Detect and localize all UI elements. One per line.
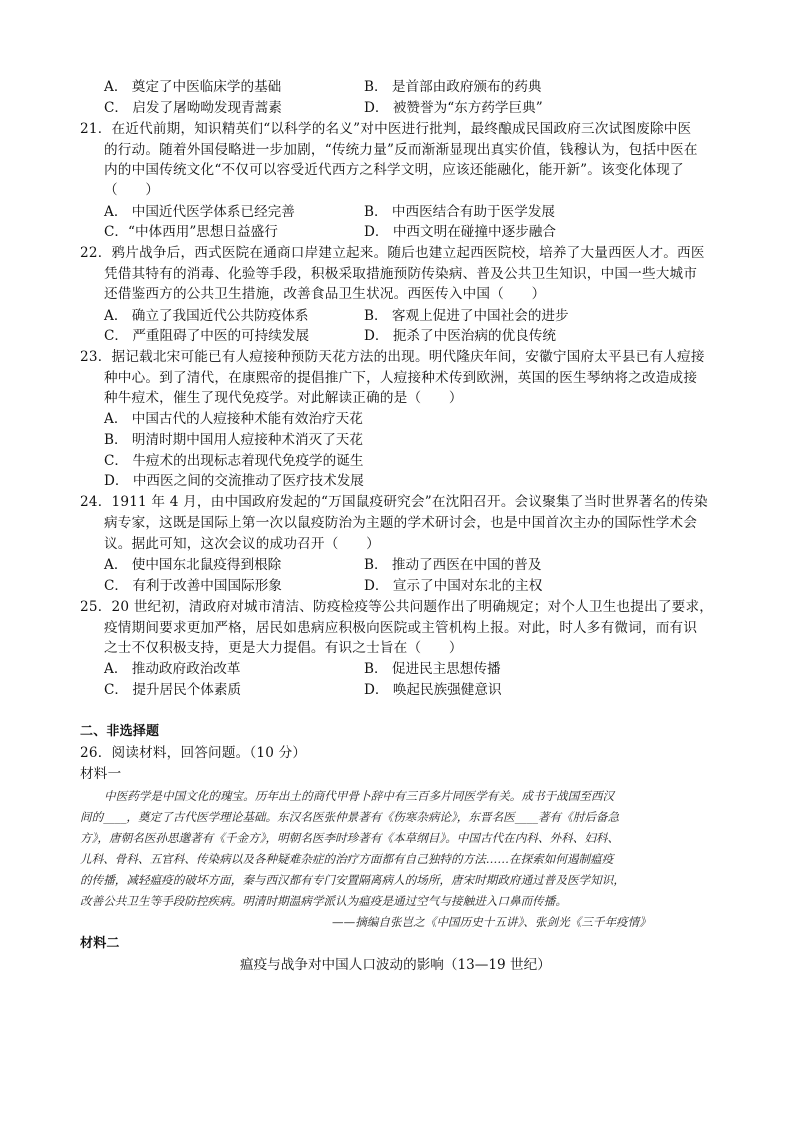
- q22-option-a[interactable]: A． 确立了我国近代公共防疫体系: [104, 308, 309, 324]
- q22-stem-line3: 还借鉴西方的公共卫生措施，改善食品卫生状况。西医传入中国（ ）: [104, 286, 546, 302]
- q22-option-c[interactable]: C． 严重阻碍了中医的可持续发展: [104, 328, 310, 344]
- material-1-line: 中医药学是中国文化的瑰宝。历年出土的商代甲骨卜辞中有三百多片同医学有关。成书于战国至西汉: [104, 789, 615, 803]
- q23-option-c[interactable]: C． 牛痘术的出现标志着现代免疫学的诞生: [104, 453, 364, 469]
- q23-option-a[interactable]: A． 中国古代的人痘接种术能有效治疗天花: [104, 411, 363, 427]
- q21-stem-line1: 21．在近代前期，知识精英们“以科学的名义”对中医进行批判，最终酿成民国政府三次试图废除中医: [80, 121, 692, 137]
- q25-option-d[interactable]: D． 唤起民族强健意识: [364, 682, 502, 698]
- q26-stem: 26．阅读材料，回答问题。（10 分）: [80, 745, 307, 761]
- q21-stem-line2: 的行动。随着外国侵略进一步加剧，“传统力量”反而渐渐显现出真实价值，钱穆认为，包括中医在: [104, 142, 698, 158]
- material-1-line: 儿科、骨科、五官科、传染病以及各种疑难杂症的治疗方面都有自己独特的方法……在探索如何遏制瘟疫: [80, 852, 614, 866]
- q23-stem-line3: 种牛痘术，催生了现代免疫学。对此解读正确的是（ ）: [104, 390, 463, 406]
- q25-stem-line3: 之士不仅积极支持，更是大力提倡。有识之士旨在（ ）: [104, 640, 463, 656]
- q23-option-d[interactable]: D． 中西医之间的交流推动了医疗技术发展: [104, 473, 364, 489]
- q23-stem-line2: 种中心。到了清代，在康熙帝的提倡推广下，人痘接种术传到欧洲，英国的医生琴纳将之改造成接: [104, 370, 698, 386]
- q20-option-b[interactable]: B． 是首部由政府颁布的药典: [364, 79, 542, 95]
- q20-option-c[interactable]: C． 启发了屠呦呦发现青蒿素: [104, 100, 282, 116]
- q24-option-c[interactable]: C． 有利于改善中国国际形象: [104, 578, 282, 594]
- q22-option-b[interactable]: B． 客观上促进了中国社会的进步: [364, 308, 569, 324]
- q24-option-d[interactable]: D． 宣示了中国对东北的主权: [364, 578, 543, 594]
- material-1-source: ——摘编自张岂之《中国历史十五讲》、张剑光《三千年疫情》: [332, 915, 651, 929]
- material-1-line: 方》，唐朝名医孙思邈著有《千金方》，明朝名医李时珍著有《本草纲目》。中国古代在内科、外科、妇科、: [80, 831, 620, 845]
- material-1-line: 的传播，减轻瘟疫的破坏方面，秦与西汉都有专门安置隔离病人的场所，唐宋时期政府通过普及医学知识，: [80, 873, 625, 887]
- q23-option-b[interactable]: B． 明清时期中国用人痘接种术消灭了天花: [104, 432, 363, 448]
- q21-option-a[interactable]: A． 中国近代医学体系已经完善: [104, 204, 295, 220]
- q21-stem-line4: （ ）: [104, 182, 160, 198]
- q22-stem-line1: 22．鸦片战争后，西式医院在通商口岸建立起来。随后也建立起西医院校，培养了大量西医人才。西医: [80, 245, 705, 261]
- q20-option-a[interactable]: A． 奠定了中医临床学的基础: [104, 79, 282, 95]
- q21-option-c[interactable]: C．“中体西用”思想日益盛行: [104, 224, 278, 240]
- q24-stem-line3: 议。据此可知，这次会议的成功召开（ ）: [104, 536, 380, 552]
- q20-option-d[interactable]: D． 被赞誉为“东方药学巨典”: [364, 100, 543, 116]
- material-1-line: 改善公共卫生等手段防控疾病。明清时期温病学派认为瘟疫是通过空气与接触进入口鼻而传播。: [80, 894, 567, 908]
- section-heading: 二、非选择题: [80, 724, 160, 739]
- q21-stem-line3: 内的中国传统文化“不仅可以容受近代西方之科学文明，应该还能融化，能开新”。该变化体现了: [104, 162, 684, 178]
- q21-option-b[interactable]: B． 中西医结合有助于医学发展: [364, 204, 556, 220]
- q21-option-d[interactable]: D． 中西文明在碰撞中逐步融合: [364, 224, 556, 240]
- q23-stem-line1: 23．据记载北宋可能已有人痘接种预防天花方法的出现。明代隆庆年间，安徽宁国府太平县已有人痘接: [80, 349, 705, 365]
- material-1-label: 材料一: [80, 766, 122, 782]
- q22-stem-line2: 凭借其特有的消毒、化验等手段，积极采取措施预防传染病、普及公共卫生知识，中国一些大城市: [104, 266, 698, 282]
- q25-stem-line1: 25．20 世纪初，清政府对城市清洁、防疫检疫等公共问题作出了明确规定；对个人卫生也提出了要求，: [80, 599, 714, 615]
- material-2-title: 瘟疫与战争对中国人口波动的影响（13—19 世纪）: [240, 957, 551, 973]
- material-1-line: 间的____，奠定了古代医学理论基础。东汉名医张仲景著有《伤寒杂病论》，东晋名医____著有《肘后备急: [80, 810, 620, 824]
- q22-option-d[interactable]: D． 扼杀了中医治病的优良传统: [364, 328, 556, 344]
- q25-option-b[interactable]: B． 促进民主思想传播: [364, 661, 501, 677]
- q24-stem-line2: 病专家，这既是国际上第一次以鼠疫防治为主题的学术研讨会，也是中国首次主办的国际性学术会: [104, 515, 698, 531]
- q25-stem-line2: 疫情期间要求更加严格，居民如患病应积极向医院或主管机构上报。对此，时人多有微词，而有识: [104, 620, 698, 636]
- material-2-label: 材料二: [80, 936, 120, 951]
- q24-stem-line1: 24．1911 年 4 月，由中国政府发起的“万国鼠疫研究会”在沈阳召开。会议聚集了当时世界著名的传染: [80, 494, 708, 510]
- q24-option-b[interactable]: B． 推动了西医在中国的普及: [364, 557, 542, 573]
- q25-option-a[interactable]: A． 推动政府政治改革: [104, 661, 241, 677]
- q25-option-c[interactable]: C． 提升居民个体素质: [104, 682, 242, 698]
- q24-option-a[interactable]: A． 使中国东北鼠疫得到根除: [104, 557, 282, 573]
